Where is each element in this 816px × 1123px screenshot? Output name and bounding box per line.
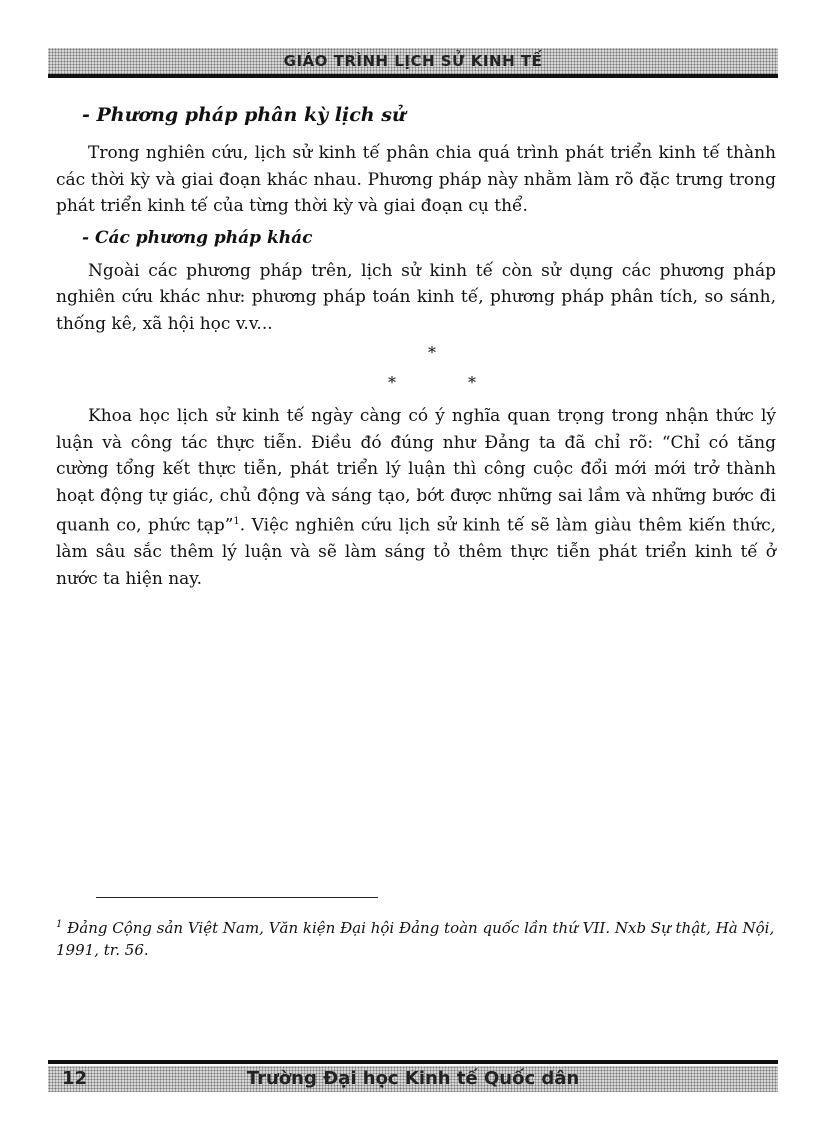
section-heading-other-methods: - Các phương pháp khác — [82, 227, 313, 248]
footnote-reference: 1 — [233, 516, 240, 527]
section-paragraph-other-methods: Ngoài các phương pháp trên, lịch sử kinh tế còn sử dụng các phương pháp nghiên cứu khác như: phương pháp toán kinh tế, phương pháp phân tích, so sánh, thống kê, xã hội học v.v... — [56, 260, 776, 334]
footnote — [56, 914, 776, 961]
page-number: 12 — [62, 1068, 88, 1089]
section-heading-periodization: - Phương pháp phân kỳ lịch sử — [82, 104, 406, 126]
conclusion-paragraph — [56, 403, 776, 592]
header-rule — [48, 74, 778, 78]
separator-star: * — [428, 343, 436, 362]
separator-star: * — [388, 373, 396, 392]
conclusion-text-continued: . Việc nghiên cứu lịch sử kinh tế sẽ làm giàu thêm kiến thức, làm sâu sắc thêm lý luận và sẽ làm sáng tỏ thêm thực tiễn phát triển kinh tế ở nước ta hiện nay. — [56, 515, 776, 589]
running-footer — [48, 1066, 778, 1092]
section-paragraph-periodization: Trong nghiên cứu, lịch sử kinh tế phân chia quá trình phát triển kinh tế thành các thời kỳ và giai đoạn khác nhau. Phương pháp này nhằm làm rõ đặc trưng trong phát triển kinh tế của từng thời kỳ và giai đoạn cụ thể. — [56, 143, 776, 216]
page-body — [56, 104, 776, 598]
footer-rule — [48, 1060, 778, 1064]
footnote-mark: 1 — [56, 919, 63, 930]
footnote-rule — [96, 897, 378, 898]
footnote-text: Đảng Cộng sản Việt Nam, Văn kiện Đại hội Đảng toàn quốc lần thứ VII. Nxb Sự thật, Hà Nội, 1991, tr. 56. — [56, 919, 775, 959]
conclusion-text: Khoa học lịch sử kinh tế ngày càng có ý nghĩa quan trọng trong nhận thức lý luận và công tác thực tiễn. Điều đó đúng như Đảng ta đã chỉ rõ: “Chỉ có tăng cường tổng kết thực tiễn, phát triển lý luận thì công cuộc đổi mới mới trở thành hoạt động tự giác, chủ động và sáng tạo, bớt được những sai lầm và những bước đi quanh co, phức tạp” — [56, 406, 776, 536]
separator-star: * — [468, 373, 476, 392]
header-title: GIÁO TRÌNH LỊCH SỬ KINH TẾ — [283, 52, 543, 70]
running-header — [48, 48, 778, 74]
footer-title: Trường Đại học Kinh tế Quốc dân — [246, 1068, 580, 1089]
asterism-separator — [56, 343, 776, 403]
